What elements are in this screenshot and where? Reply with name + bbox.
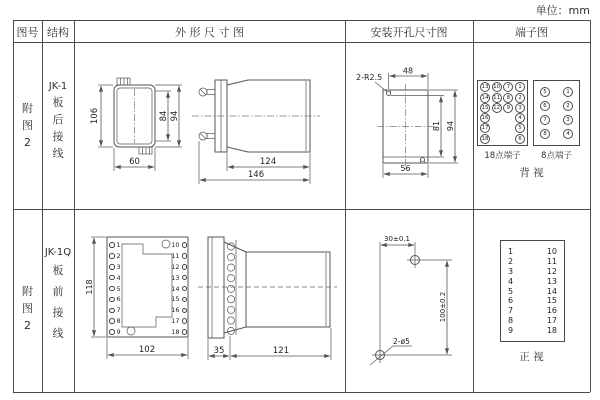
terminal-number: 5	[508, 286, 514, 296]
figure-no-row2	[13, 283, 42, 334]
terminal-number: 15	[170, 295, 187, 303]
notch-label: 2-R2.5	[356, 73, 383, 82]
terminal-8-label: 8点端子	[541, 151, 572, 161]
terminal-row	[540, 129, 573, 139]
terminal-circle: 13	[481, 84, 489, 91]
mount-char: 后	[52, 113, 64, 126]
terminal-blank	[503, 134, 513, 144]
terminal-right-column	[547, 247, 557, 335]
terminal-circle: 3	[515, 103, 525, 113]
terminal-box-18	[477, 80, 528, 146]
dim-56: 56	[400, 164, 411, 173]
terminal-number: 13	[170, 274, 187, 282]
terminal-circle: 6	[515, 134, 525, 144]
terminal-left-column	[508, 247, 513, 335]
terminal-row	[540, 101, 573, 111]
figure-no-char: 图	[22, 302, 33, 315]
install-drawing-jk1	[350, 60, 470, 205]
table-border-bottom	[13, 392, 590, 393]
terminal-blank	[503, 123, 513, 133]
dim-124: 124	[259, 157, 277, 167]
back-view-label: 背 视	[519, 167, 544, 179]
header-terminal: 端子图	[515, 25, 548, 39]
dim-118: 118	[85, 279, 94, 295]
terminal-circle: 17	[481, 125, 489, 132]
terminal-circle: 7	[503, 82, 513, 92]
model-label-jk1q: JK-1Q	[44, 247, 72, 258]
terminal-number: 1	[508, 247, 514, 256]
header-figure-no: 图号	[16, 25, 39, 39]
mount-char: 板	[52, 96, 64, 109]
terminal-number: 10	[546, 247, 557, 256]
mount-char: 线	[52, 327, 64, 340]
terminal-circle: 1	[563, 87, 573, 97]
terminal-number: 11	[170, 252, 187, 260]
table-header-divider	[13, 42, 590, 43]
header-install: 安装开孔尺寸图	[370, 25, 448, 39]
terminal-number: 13	[546, 276, 557, 286]
terminal-number: 4	[508, 276, 514, 286]
terminal-number: 18	[170, 328, 187, 336]
terminal-circle: 5	[515, 123, 525, 133]
dim-35: 35	[213, 346, 225, 356]
dim-81: 81	[432, 120, 441, 132]
mount-char: 板	[52, 264, 64, 277]
figure-no-char: 附	[22, 285, 33, 298]
terminal-blank	[492, 134, 502, 144]
figure-no-char: 2	[24, 136, 31, 149]
terminal-circle: 12	[493, 104, 501, 111]
unit-label: 单位：mm	[535, 4, 590, 17]
structure-row2	[42, 245, 74, 344]
terminal-circle: 2	[515, 93, 525, 103]
figure-no-char: 图	[22, 119, 33, 132]
terminal-number: 10	[170, 241, 187, 249]
terminal-number: 6	[508, 296, 514, 306]
terminal-number: 14	[546, 286, 557, 296]
terminal-number: 3	[508, 266, 514, 276]
outline-drawing-jk1	[80, 55, 345, 205]
terminal-row	[480, 123, 525, 133]
terminal-circle: 18	[481, 135, 489, 142]
table-border-right	[590, 20, 591, 392]
mount-chars-row2	[42, 260, 74, 344]
terminal-circle: 9	[503, 103, 513, 113]
terminal-box-front	[500, 240, 565, 342]
terminal-number: 9	[109, 328, 124, 336]
terminal-number: 17	[170, 317, 187, 325]
dim-84: 84	[159, 110, 169, 122]
terminal-blank	[492, 123, 502, 133]
terminal-circle: 5	[540, 87, 550, 97]
terminal-circle: 2	[563, 101, 573, 111]
terminal-number: 16	[170, 306, 187, 314]
terminal-number: 15	[546, 296, 557, 306]
dim-30: 30±0.1	[384, 235, 410, 243]
terminal-row	[480, 82, 525, 92]
terminal-circle: 14	[481, 94, 489, 101]
table-col-divider-2	[74, 20, 75, 392]
terminal-number: 9	[508, 326, 514, 335]
terminal-number: 4	[109, 274, 124, 282]
dim-146: 146	[247, 170, 265, 180]
terminal-number: 7	[109, 306, 124, 314]
terminal-circle: 10	[493, 84, 501, 91]
dim-121: 121	[272, 346, 290, 356]
terminal-number: 8	[508, 316, 514, 326]
terminal-row	[480, 93, 525, 103]
terminal-circle: 4	[563, 129, 573, 139]
terminal-number: 2	[109, 252, 124, 260]
terminal-18-label: 18点端子	[484, 151, 521, 161]
terminal-number: 5	[109, 285, 124, 293]
mount-chars-row1	[42, 94, 74, 162]
terminal-number: 7	[508, 306, 514, 316]
terminal-number: 1	[109, 241, 124, 249]
terminal-number: 11	[546, 256, 557, 266]
terminal-circle: 1	[515, 82, 525, 92]
table-col-divider-3	[345, 20, 346, 392]
terminal-row	[540, 87, 573, 97]
terminal-circle: 16	[481, 115, 489, 122]
install-drawing-jk1q	[350, 225, 470, 390]
dim-100: 100±0.2	[439, 291, 447, 323]
dim-48: 48	[402, 66, 414, 76]
mount-char: 前	[52, 285, 64, 298]
terminal-number: 12	[170, 263, 187, 271]
terminal-circle: 4	[515, 113, 525, 123]
model-label-jk1: JK-1	[48, 81, 68, 92]
terminal-number: 3	[109, 263, 124, 271]
terminal-number: 6	[109, 295, 124, 303]
terminal-number: 16	[546, 306, 557, 316]
front-view-label: 正 视	[519, 351, 544, 363]
terminal-number: 14	[170, 285, 187, 293]
dim-106: 106	[90, 107, 100, 125]
terminal-number: 12	[546, 266, 557, 276]
dim-102: 102	[138, 345, 156, 355]
terminal-circle: 7	[540, 115, 550, 125]
terminal-circle: 8	[540, 129, 550, 139]
terminal-number: 8	[109, 317, 124, 325]
terminal-row	[480, 113, 525, 123]
terminal-number: 17	[546, 316, 557, 326]
hole-label: 2-ø5	[393, 337, 410, 346]
figure-no-char: 2	[24, 319, 31, 332]
terminal-blank	[492, 113, 502, 123]
terminal-number: 2	[508, 256, 514, 266]
figure-no-row1	[13, 100, 42, 151]
structure-row1	[42, 79, 74, 162]
figure-no-char: 附	[22, 102, 33, 115]
table-row-divider	[13, 209, 590, 210]
table-border-left	[13, 20, 14, 392]
terminal-circle: 3	[563, 115, 573, 125]
terminal-circle: 11	[493, 94, 501, 101]
mount-char: 接	[52, 306, 64, 319]
dim-60: 60	[129, 157, 140, 167]
terminal-number: 18	[546, 326, 557, 335]
mount-char: 线	[52, 147, 64, 160]
mount-char: 接	[52, 130, 64, 143]
front-view-right-terminals	[170, 241, 187, 336]
terminal-circle: 15	[481, 104, 489, 111]
header-structure: 结构	[47, 25, 69, 39]
terminal-circle: 6	[540, 101, 550, 111]
dim-94-install: 94	[446, 120, 455, 132]
terminal-row	[540, 115, 573, 125]
terminal-row	[480, 103, 525, 113]
terminal-blank	[503, 113, 513, 123]
front-view-left-terminals	[109, 241, 124, 336]
dim-94: 94	[170, 110, 180, 122]
table-col-divider-4	[473, 20, 474, 392]
terminal-box-8	[533, 80, 580, 146]
terminal-row	[480, 134, 525, 144]
header-outline: 外 形 尺 寸 图	[175, 25, 244, 39]
terminal-circle: 8	[503, 93, 513, 103]
